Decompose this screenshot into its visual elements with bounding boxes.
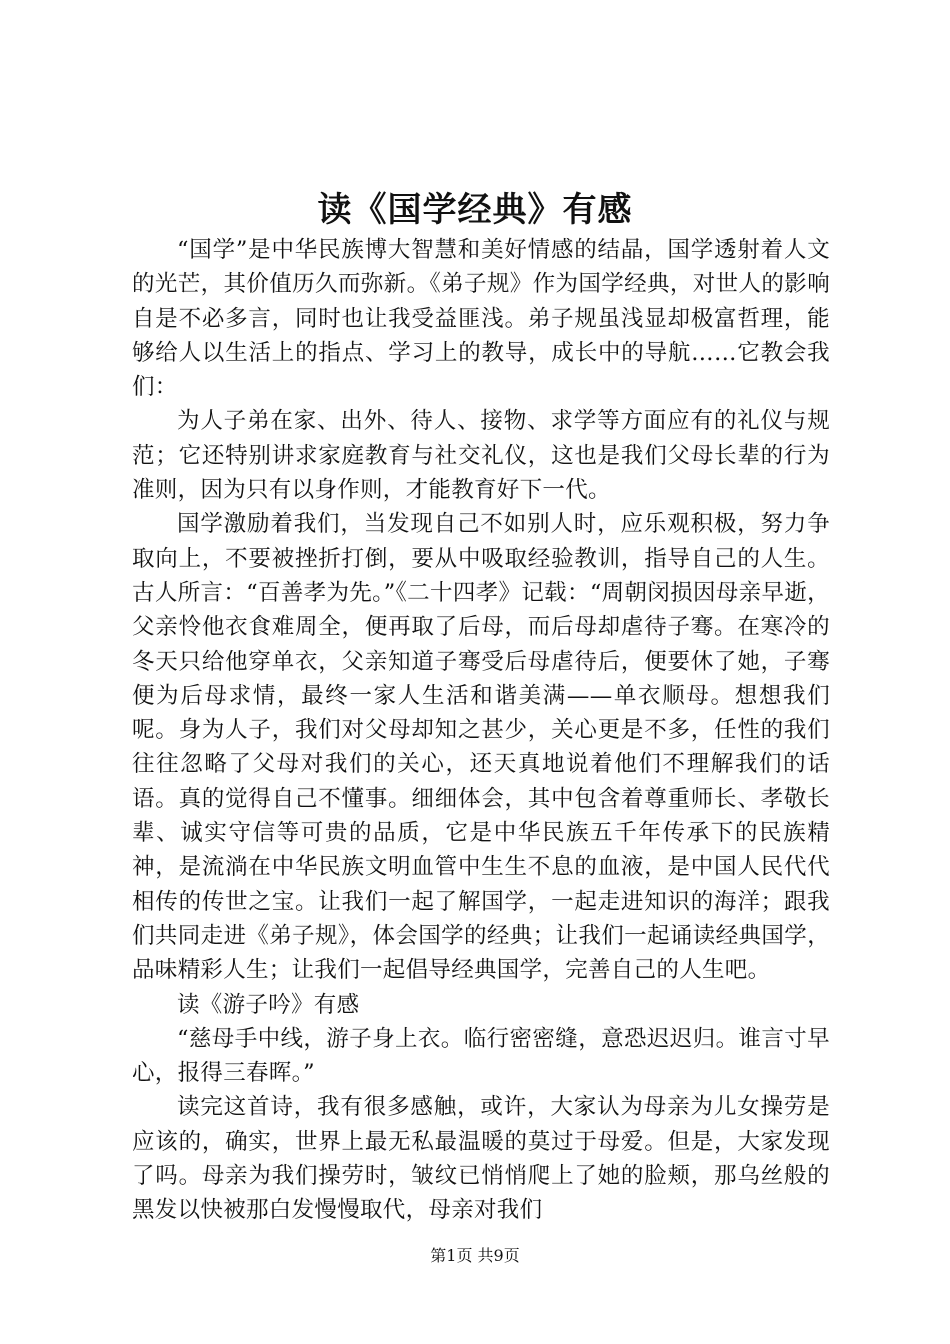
paragraph: “国学”是中华民族博大智慧和美好情感的结晶，国学透射着人文的光芒，其价值历久而弥新。《弟子规》作为国学经典，对世人的影响自是不必多言，同时也让我受益匪浅。弟子规虽浅显却极富哲理，能够给人以生活上的指点、学习上的教导，成长中的导航……它教会我们： (132, 237, 830, 401)
paragraph: 为人子弟在家、出外、待人、接物、求学等方面应有的礼仪与规范；它还特别讲求家庭教育与社交礼仪，这也是我们父母长辈的行为准则，因为只有以身作则，才能教育好下一代。 (132, 408, 830, 504)
paragraph: 读完这首诗，我有很多感触，或许，大家认为母亲为儿女操劳是应该的，确实，世界上最无私最温暖的莫过于母爱。但是，大家发现了吗。母亲为我们操劳时，皱纹已悄悄爬上了她的脸颊，那乌丝般的黑发以快被那白发慢慢取代，母亲对我们 (132, 1094, 830, 1224)
paragraph: 国学激励着我们，当发现自己不如别人时，应乐观积极，努力争取向上，不要被挫折打倒，要从中吸取经验教训，指导自己的人生。古人所言：“百善孝为先。”《二十四孝》记载：“周朝闵损因母亲早逝，父亲怜他衣食难周全，便再取了后母，而后母却虐待子骞。在寒冷的冬天只给他穿单衣，父亲知道子骞受后母虐待后，便要休了她，子骞便为后母求情，最终一家人生活和谐美满——单衣顺母。想想我们呢。身为人子，我们对父母却知之甚少，关心更是不多，任性的我们往往忽略了父母对我们的关心，还天真地说着他们不理解我们的话语。真的觉得自己不懂事。细细体会，其中包含着尊重师长、孝敬长辈、诚实守信等可贵的品质，它是中华民族五千年传承下的民族精神，是流淌在中华民族文明血管中生生不息的血液，是中国人民代代相传的传世之宝。让我们一起了解国学，一起走进知识的海洋；跟我们共同走进《弟子规》，体会国学的经典；让我们一起诵读经典国学，品味精彩人生；让我们一起倡导经典国学，完善自己的人生吧。 (132, 511, 830, 984)
document-title: 读《国学经典》有感 (317, 190, 633, 230)
page-footer: 第1页 共9页 (430, 1246, 520, 1265)
poem-quote: “慈母手中线，游子身上衣。临行密密缝，意恐迟迟归。谁言寸早心，报得三春晖。” (132, 1025, 830, 1087)
section-heading: 读《游子吟》有感 (177, 991, 360, 1018)
document-body (132, 233, 830, 1228)
